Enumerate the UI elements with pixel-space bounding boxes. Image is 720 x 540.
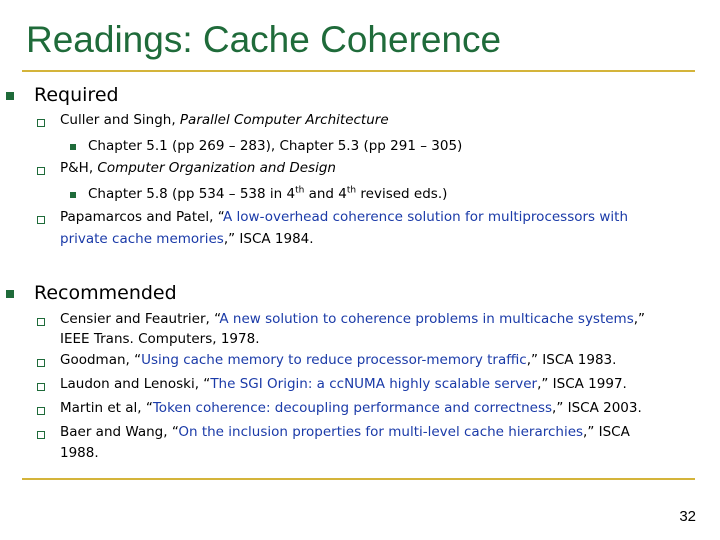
reading-item xyxy=(60,158,336,179)
level2-bullet-icon xyxy=(37,431,45,439)
level2-bullet-icon xyxy=(37,318,45,326)
paper-title-link[interactable]: On the inclusion properties for multi-level cache hierarchies xyxy=(178,424,584,440)
level2-bullet-icon xyxy=(37,407,45,415)
paper-title-link[interactable]: A low-overhead coherence solution for multiprocessors with xyxy=(223,209,629,225)
level2-bullet-icon xyxy=(37,383,45,391)
level2-bullet-icon xyxy=(37,119,45,127)
reading-item xyxy=(60,110,389,131)
reading-chapters: Chapter 5.1 (pp 269 – 283), Chapter 5.3 (pp 291 – 305) xyxy=(88,138,463,154)
reading-item: Martin et al, “Token coherence: decoupling performance and correctness,” ISCA 2003. xyxy=(60,400,642,416)
reading-item: Baer and Wang, “On the inclusion properties for multi-level cache hierarchies,” ISCA xyxy=(60,424,630,440)
level1-bullet-icon xyxy=(6,92,14,100)
level3-bullet-icon xyxy=(70,192,76,198)
level2-bullet-icon xyxy=(37,167,45,175)
reading-book-title: Parallel Computer Architecture xyxy=(179,112,389,128)
reading-item: Goodman, “Using cache memory to reduce processor-memory traffic,” ISCA 1983. xyxy=(60,352,617,368)
paper-title-link[interactable]: private cache memories xyxy=(60,231,224,247)
paper-title-link[interactable]: The SGI Origin: a ccNUMA highly scalable server xyxy=(210,376,538,392)
paper-title-link[interactable]: Token coherence: decoupling performance and correctness xyxy=(152,400,553,416)
level3-bullet-icon xyxy=(70,144,76,150)
reading-chapters: Chapter 5.8 (pp 534 – 538 in 4th and 4th revised eds.) xyxy=(88,185,448,202)
slide-title: Readings: Cache Coherence xyxy=(26,19,502,60)
reading-authors: Culler and Singh, xyxy=(60,112,180,128)
section-heading-required: Required xyxy=(34,84,119,106)
level1-bullet-icon xyxy=(6,290,14,298)
reading-book-title: Computer Organization and Design xyxy=(97,160,336,176)
reading-item: Laudon and Lenoski, “The SGI Origin: a ccNUMA highly scalable server,” ISCA 1997. xyxy=(60,376,627,392)
paper-title-link[interactable]: Using cache memory to reduce processor-memory traffic xyxy=(141,352,527,368)
paper-title-link[interactable]: A new solution to coherence problems in multicache systems xyxy=(219,311,634,327)
reading-item: Censier and Feautrier, “A new solution to coherence problems in multicache systems,” xyxy=(60,311,646,327)
level2-bullet-icon xyxy=(37,359,45,367)
footer-divider xyxy=(22,478,695,480)
reading-item-continued: 1988. xyxy=(60,445,99,461)
reading-item-continued: IEEE Trans. Computers, 1978. xyxy=(60,331,260,347)
title-divider xyxy=(22,70,695,72)
section-heading-recommended: Recommended xyxy=(34,282,177,304)
reading-item-continued: private cache memories,” ISCA 1984. xyxy=(60,231,314,247)
reading-authors: P&H, xyxy=(60,160,98,176)
page-number: 32 xyxy=(679,508,696,525)
level2-bullet-icon xyxy=(37,216,45,224)
reading-item: Papamarcos and Patel, “A low-overhead coherence solution for multiprocessors with xyxy=(60,209,629,225)
